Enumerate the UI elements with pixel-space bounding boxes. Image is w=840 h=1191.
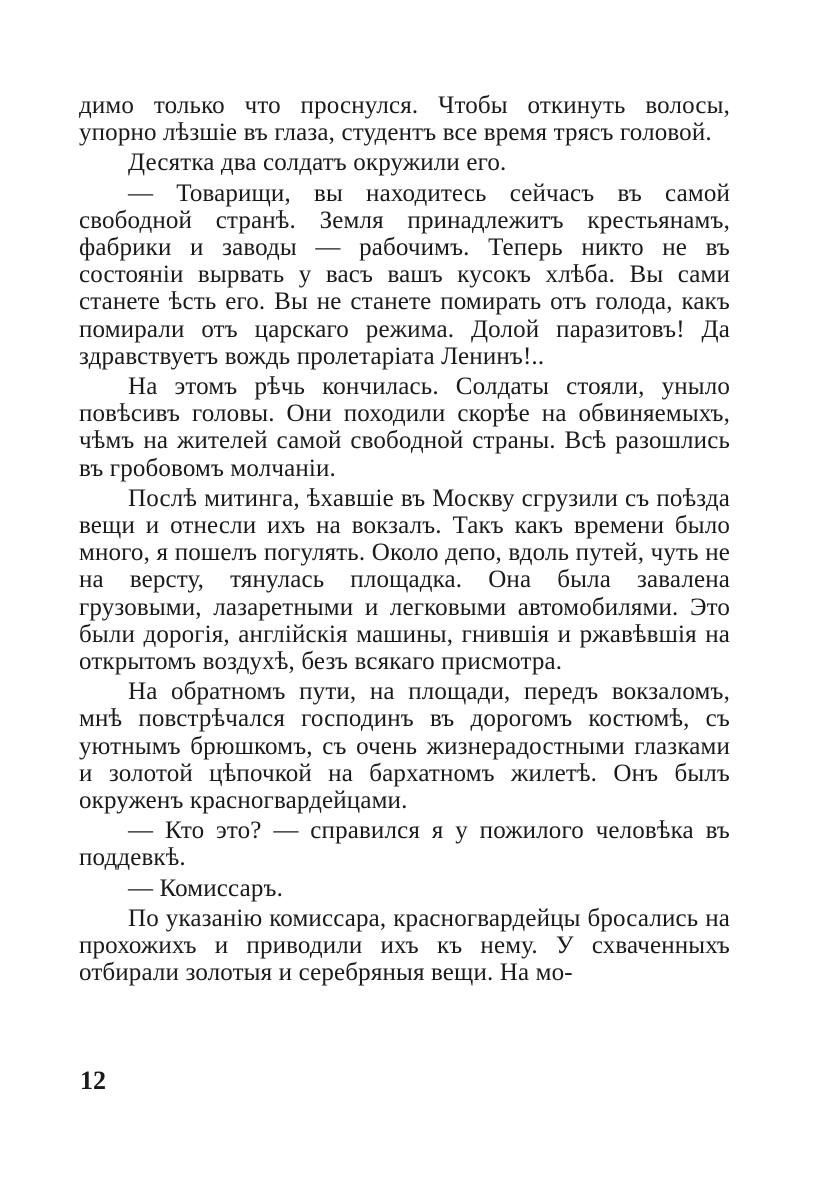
paragraph-8: — Комиссаръ. [128,874,283,902]
page-number: 12 [80,1066,106,1095]
paragraph-7: — Кто это? — справился я у пожилого человѣка въ поддевкѣ. [79,817,730,872]
paragraph-4: На этомъ рѣчь кончилась. Солдаты стояли, уныло повѣсивъ головы. Они походили скорѣе на обвиняемыхъ, чѣмъ на жителей самой свободной страны. Всѣ разошлись въ гробовомъ молчаніи. [79,373,730,482]
paragraph-5: Послѣ митинга, ѣхавшіе въ Москву сгрузили съ поѣзда вещи и отнесли ихъ на вокзалъ. Такъ какъ времени было много, я пошелъ погулять. Около депо, вдоль путей, чуть не на версту, тянулась площадка. Она была завалена грузовыми, лазаретными и легковыми автомобилями. Это были дорогія, англійскія машины, гнившія и ржавѣвшія на открытомъ воздухѣ, безъ всякаго присмотра. [79,484,730,676]
paragraph-2: Десятка два солдатъ окружили его. [128,149,507,177]
paragraph-1: димо только что проснулся. Чтобы откинуть волосы, упорно лѣзшіе въ глаза, студентъ все время трясъ головой. [79,92,730,147]
page-body-text [79,92,730,987]
paragraph-6: На обратномъ пути, на площади, передъ вокзаломъ, мнѣ повстрѣчался господинъ въ дорогомъ костюмѣ, съ уютнымъ брюшкомъ, съ очень жизнерадостными глазками и золотой цѣпочкой на бархатномъ жилетѣ. Онъ былъ окруженъ красногвардейцами. [79,678,730,815]
paragraph-3: — Товарищи, вы находитесь сейчасъ въ самой свободной странѣ. Земля принадлежитъ крестьянамъ, фабрики и заводы — рабочимъ. Теперь никто не въ состояніи вырвать у васъ вашъ кусокъ хлѣба. Вы сами станете ѣсть его. Вы не станете помирать отъ голода, какъ помирали отъ царскаго режима. Долой паразитовъ! Да здравствуетъ вождь пролетаріата Ленинъ!.. [79,179,730,370]
paragraph-9: По указанію комиссара, красногвардейцы бросались на прохожихъ и приводили ихъ къ нему. У схваченныхъ отбирали золотыя и серебряныя вещи. На мо- [79,904,730,987]
